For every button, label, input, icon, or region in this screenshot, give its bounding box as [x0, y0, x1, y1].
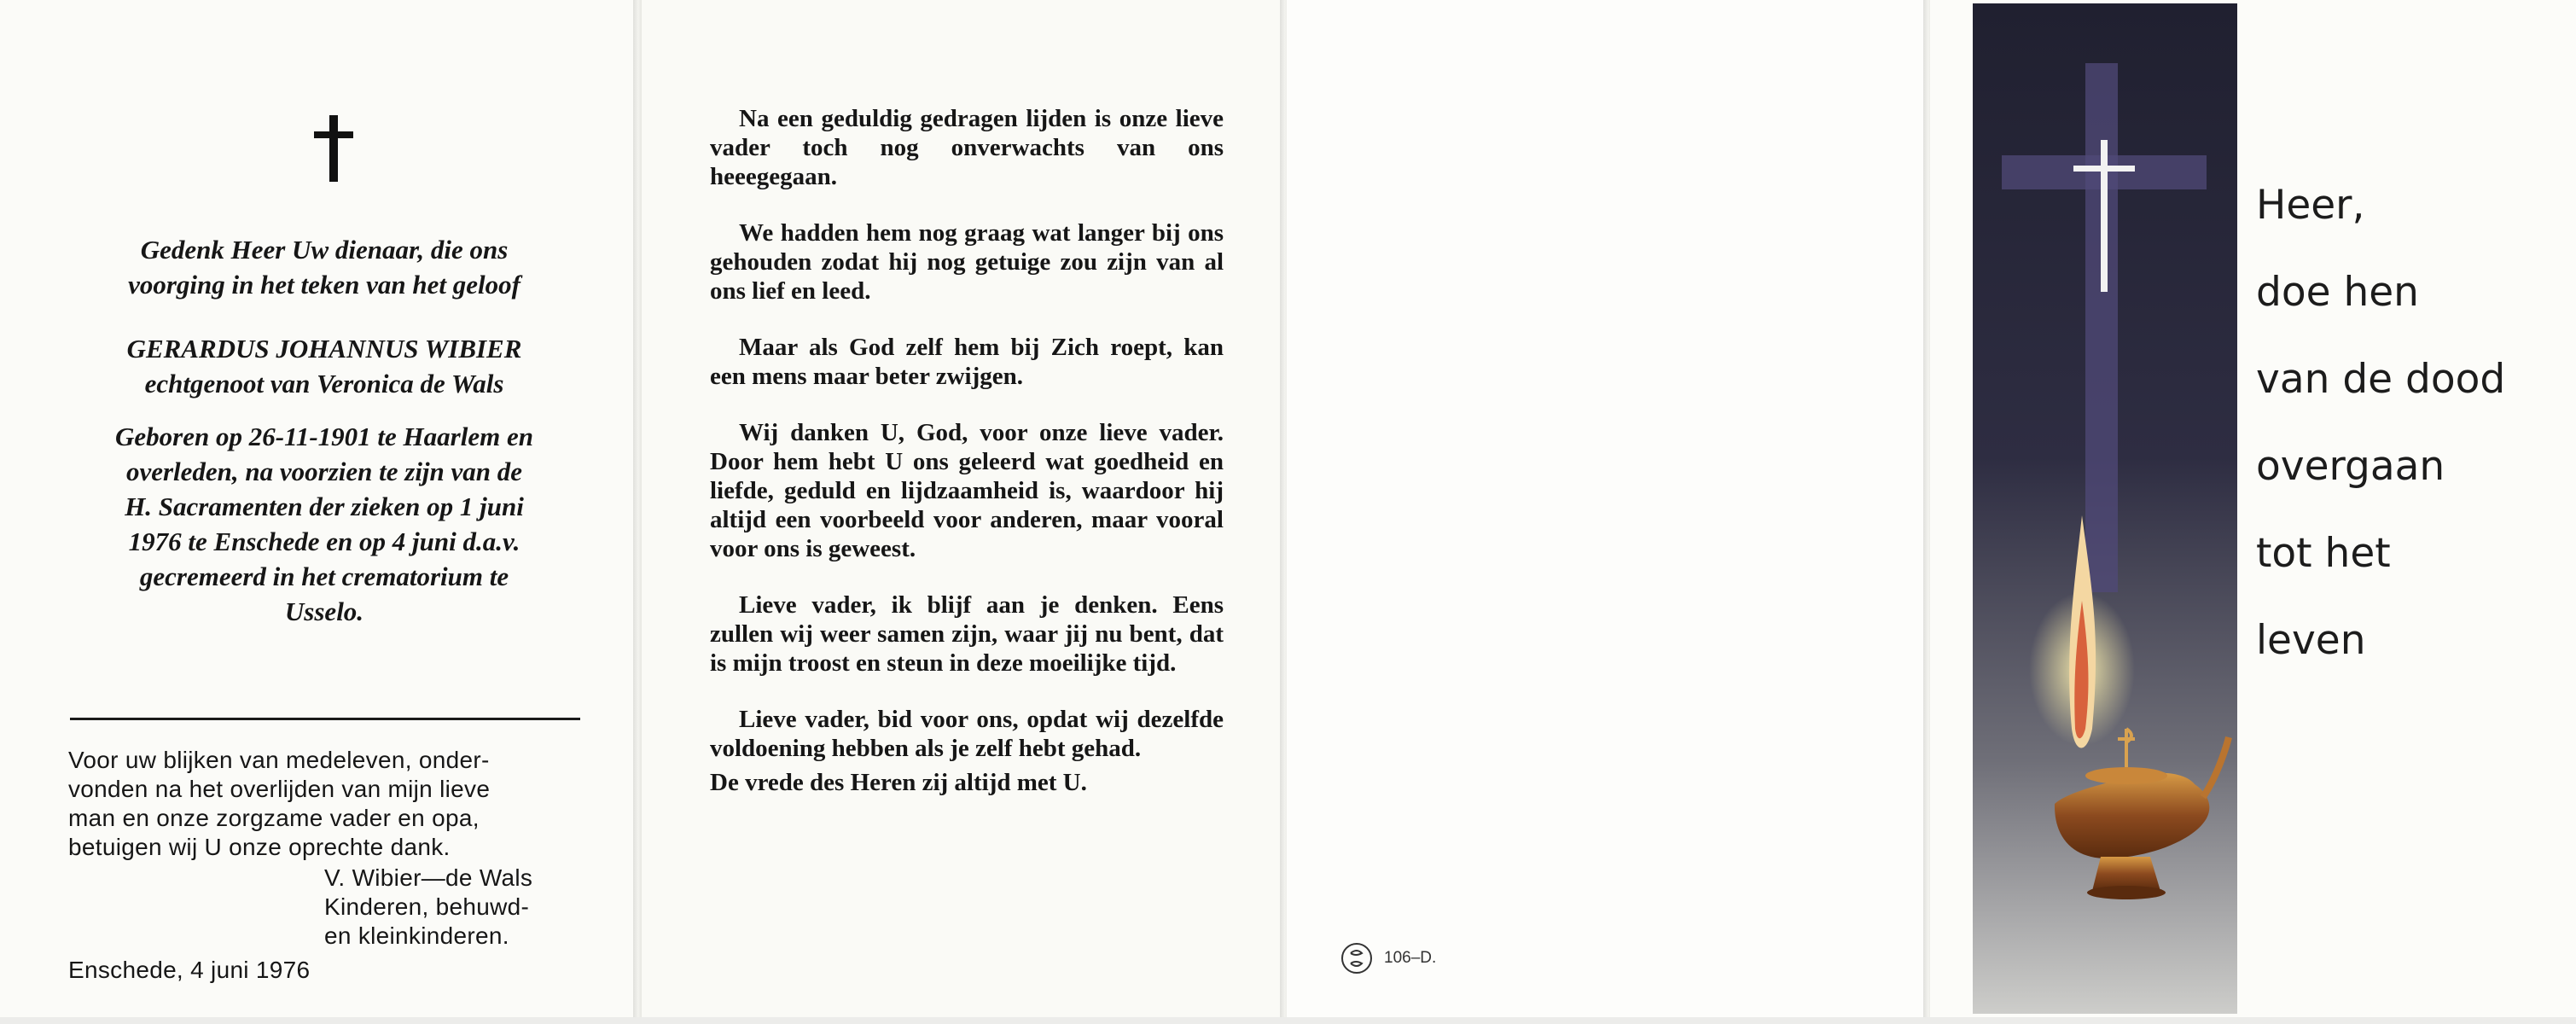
- verse: Heer, doe hen van de dood overgaan tot het leven: [2256, 182, 2506, 664]
- cross-icon: [312, 115, 355, 182]
- signature: V. Wibier—de Wals Kinderen, behuwd- en kleinkinderen.: [324, 864, 533, 949]
- spouse-line: echtgenoot van Veronica de Wals: [144, 369, 504, 399]
- paragraph: We hadden hem nog graag wat langer bij ons gehouden zodat hij nog getuige zou zijn van al ons lief en leed.: [710, 219, 1224, 305]
- paragraph: Na een geduldig gedragen lijden is onze lieve vader toch nog onverwachts van ons heeegegaan.: [710, 105, 1224, 190]
- paragraph: Maar als God zelf hem bij Zich roept, kan een mens maar beter zwijgen.: [710, 334, 1224, 390]
- print-code: 106–D.: [1384, 949, 1437, 967]
- intro-text: Gedenk Heer Uw dienaar, die ons voorging in het teken van het geloof: [128, 235, 520, 300]
- back-cover-panel: [1287, 0, 1923, 1017]
- place-date: Enschede, 4 juni 1976: [68, 957, 311, 983]
- memorial-text: [710, 104, 1224, 824]
- thanks-text: Voor uw blijken van medeleven, onder- vonden na het overlijden van mijn lieve man en onze zorgzame vader en opa, betuigen wij U onze oprechte dank.: [68, 747, 491, 860]
- closing-line: De vrede des Heren zij altijd met U.: [710, 769, 1087, 796]
- fold-line: [633, 0, 642, 1017]
- divider: [70, 718, 580, 720]
- paragraph: Lieve vader, bid voor ons, opdat wij dezelfde voldoening hebben als je zelf hebt gehad.: [710, 706, 1224, 762]
- deceased-name: GERARDUS JOHANNUS WIBIER: [126, 334, 522, 364]
- deceased-block: [68, 331, 580, 401]
- paragraph: Wij danken U, God, voor onze lieve vader. Door hem hebt U ons geleerd wat goedheid en liefde, geduld en lijdzaamheid is, waardoor hij altijd een voorbeeld voor anderen, maar vooral voor ons is geweest.: [710, 419, 1224, 562]
- paragraph: Lieve vader, ik blijf aan je denken. Eens zullen wij weer samen zijn, waar jij nu bent, dat is mijn troost en steun in deze moeilijke tijd.: [710, 591, 1224, 677]
- lamp-artwork: [1973, 3, 2237, 1014]
- biography: Geboren op 26-11-1901 te Haarlem en overleden, na voorzien te zijn van de H. Sacramenten der zieken op 1 juni 1976 te Enschede en op 4 juni d.a.v. gecremeerd in het crematorium te Usselo.: [115, 422, 533, 626]
- publisher-logo-icon: [1340, 942, 1373, 975]
